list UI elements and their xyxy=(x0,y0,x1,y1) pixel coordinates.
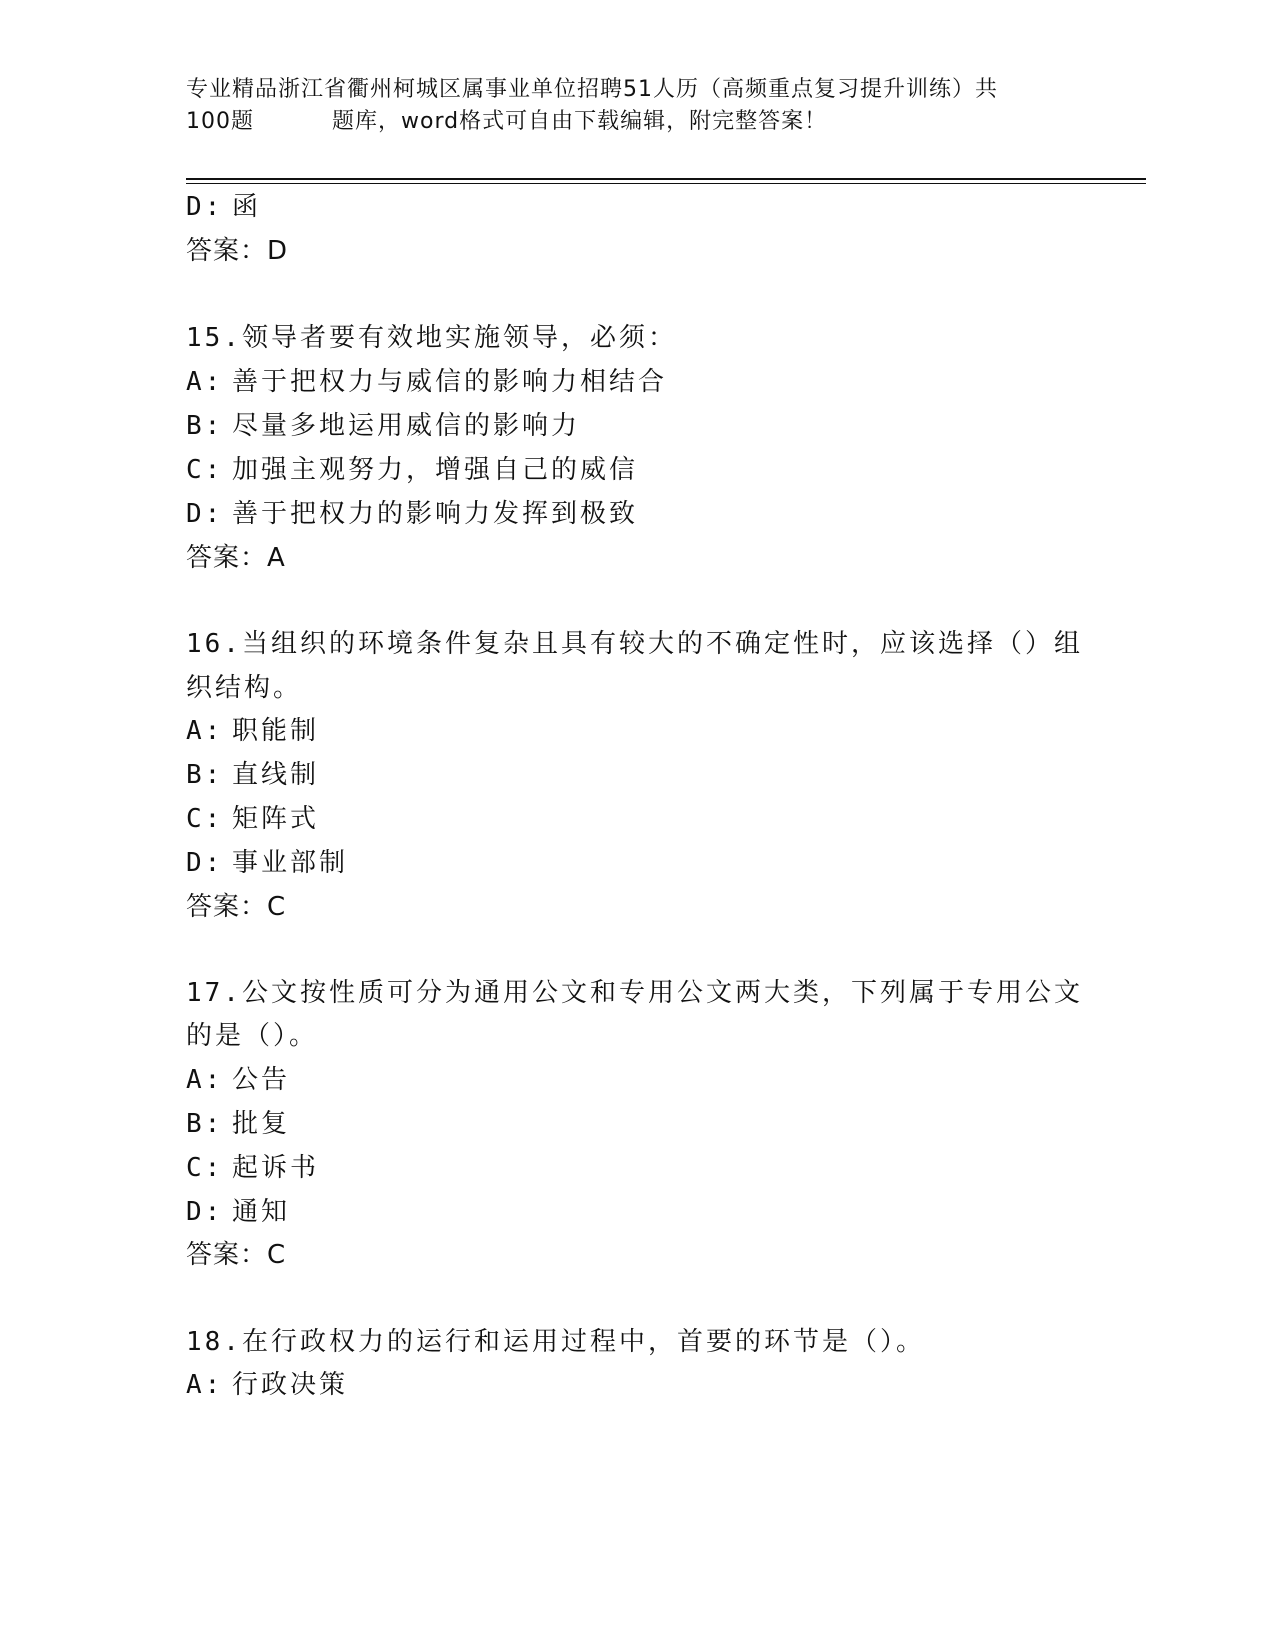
option-letter: C: xyxy=(186,455,224,485)
option-letter: A: xyxy=(186,716,224,746)
option-letter: B: xyxy=(186,411,224,441)
q15-answer: 答案：A xyxy=(186,543,286,573)
option-text: 批复 xyxy=(232,1109,291,1139)
option-text: 善于把权力的影响力发挥到极致 xyxy=(232,499,639,529)
option-letter: A: xyxy=(186,367,224,397)
q14-option-d xyxy=(186,186,261,223)
q14-answer: 答案：D xyxy=(186,236,289,266)
header-divider-thin xyxy=(186,183,1146,184)
q18-stem: 18.在行政权力的运行和运用过程中，首要的环节是（）。 xyxy=(186,1327,925,1357)
q16-answer: 答案：C xyxy=(186,892,287,922)
option-text: 公告 xyxy=(232,1065,291,1095)
header-title-line1: 专业精品浙江省衢州柯城区属事业单位招聘51人历（高频重点复习提升训练）共 xyxy=(186,77,998,102)
q18-option-a xyxy=(186,1364,348,1401)
q17-option-c xyxy=(186,1147,319,1184)
option-letter: D: xyxy=(186,1197,224,1227)
option-text: 通知 xyxy=(232,1197,291,1227)
q17-answer: 答案：C xyxy=(186,1240,287,1270)
q16-option-c xyxy=(186,798,319,835)
q15-stem: 15.领导者要有效地实施领导，必须： xyxy=(186,323,677,353)
option-text: 尽量多地运用威信的影响力 xyxy=(232,411,581,441)
option-text: 行政决策 xyxy=(232,1370,349,1400)
page-header xyxy=(186,74,1086,138)
option-letter: D: xyxy=(186,848,224,878)
option-letter: D: xyxy=(186,499,224,529)
header-title-line2 xyxy=(186,106,1086,138)
q17-stem-line2: 的是（）。 xyxy=(186,1021,319,1051)
q16-option-d xyxy=(186,842,348,879)
option-letter: C: xyxy=(186,804,224,834)
q16-option-a xyxy=(186,710,319,747)
q17-option-b xyxy=(186,1103,290,1140)
option-text: 事业部制 xyxy=(232,848,349,878)
option-letter: A: xyxy=(186,1065,224,1095)
option-text: 函 xyxy=(232,192,262,222)
option-text: 直线制 xyxy=(232,760,320,790)
q15-option-b xyxy=(186,405,580,442)
option-text: 加强主观努力，增强自己的威信 xyxy=(232,455,639,485)
option-text: 职能制 xyxy=(232,716,320,746)
q15-option-d xyxy=(186,493,638,530)
option-letter: B: xyxy=(186,1109,224,1139)
header-description: 题库，word格式可自由下载编辑，附完整答案！ xyxy=(332,109,828,134)
option-text: 善于把权力与威信的影响力相结合 xyxy=(232,367,668,397)
option-text: 起诉书 xyxy=(232,1153,320,1183)
q16-stem-line2: 织结构。 xyxy=(186,673,303,703)
q17-stem-line1: 17.公文按性质可分为通用公文和专用公文两大类，下列属于专用公文 xyxy=(186,978,1083,1008)
q15-option-c xyxy=(186,449,638,486)
option-text: 矩阵式 xyxy=(232,804,320,834)
q15-option-a xyxy=(186,361,667,398)
q16-option-b xyxy=(186,754,319,791)
option-letter: A: xyxy=(186,1370,224,1400)
q16-stem-line1: 16.当组织的环境条件复杂且具有较大的不确定性时，应该选择（）组 xyxy=(186,629,1083,659)
q17-option-a xyxy=(186,1059,290,1096)
header-divider-thick xyxy=(186,178,1146,180)
q17-option-d xyxy=(186,1191,290,1228)
option-letter: D: xyxy=(186,192,224,222)
header-question-count: 100题 xyxy=(186,109,254,134)
option-letter: C: xyxy=(186,1153,224,1183)
option-letter: B: xyxy=(186,760,224,790)
